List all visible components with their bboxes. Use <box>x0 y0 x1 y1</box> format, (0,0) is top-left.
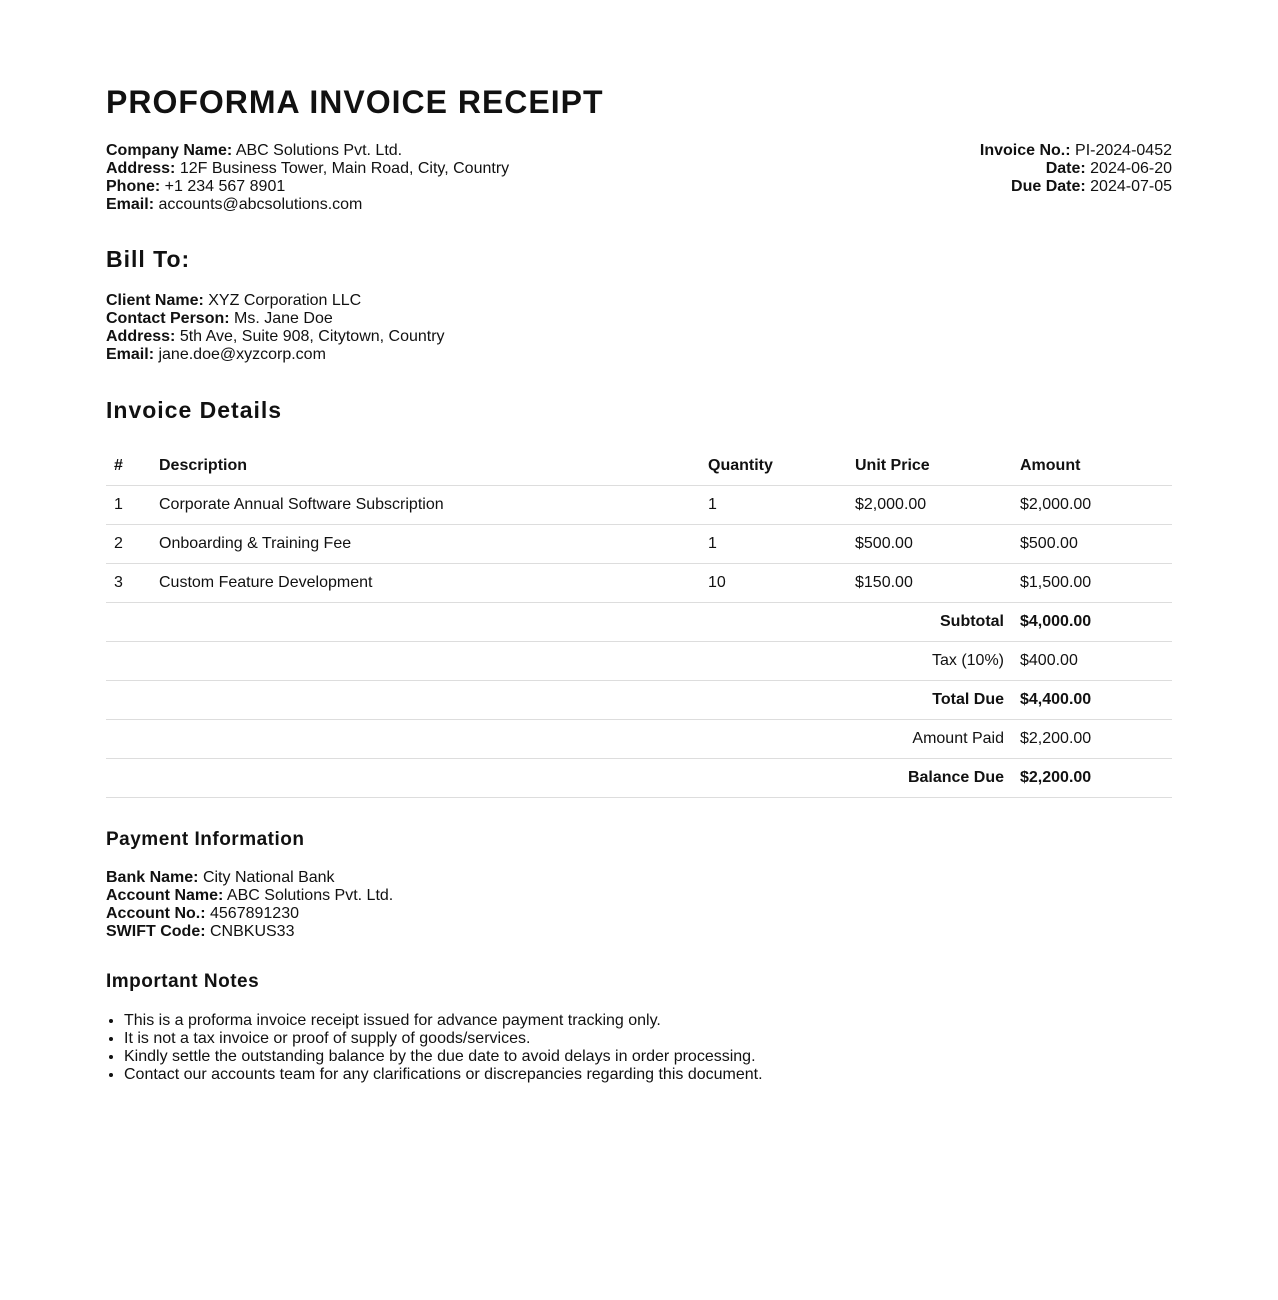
contact-person-line <box>106 310 1172 328</box>
field-value: jane.doe@xyzcorp.com <box>158 346 326 363</box>
field-label: Company Name: <box>106 142 233 159</box>
important-notes-heading: Important Notes <box>106 971 260 992</box>
field-value: CNBKUS33 <box>210 923 295 940</box>
subtotal-row <box>106 603 1172 642</box>
field-label: Bank Name: <box>106 869 199 886</box>
field-label: Contact Person: <box>106 310 230 327</box>
field-label: Client Name: <box>106 292 204 309</box>
item-quantity: 1 <box>700 525 847 564</box>
swift-code-line <box>106 923 1172 941</box>
table-row <box>106 525 1172 564</box>
item-number: 3 <box>106 564 151 603</box>
invoice-date-line <box>980 160 1172 178</box>
company-info <box>106 142 509 214</box>
list-item: • This is a proforma invoice receipt issued for advance payment tracking only. <box>124 1012 1172 1030</box>
field-label: Date: <box>1045 160 1086 177</box>
field-value: 4567891230 <box>210 905 299 922</box>
item-amount: $500.00 <box>1012 525 1172 564</box>
client-address-line <box>106 328 1172 346</box>
table-header-row <box>106 447 1172 486</box>
item-quantity: 10 <box>700 564 847 603</box>
account-name-line <box>106 887 1172 905</box>
document-title: PROFORMA INVOICE RECEIPT <box>106 84 604 120</box>
field-label: Phone: <box>106 178 161 195</box>
field-label: Email: <box>106 196 155 213</box>
field-label: Account No.: <box>106 905 206 922</box>
field-value: 2024-07-05 <box>1090 178 1172 195</box>
field-value: Ms. Jane Doe <box>234 310 333 327</box>
summary-label: Amount Paid <box>106 720 1012 759</box>
field-label: Due Date: <box>1011 178 1086 195</box>
summary-label: Subtotal <box>106 603 1012 642</box>
summary-value: $400.00 <box>1012 642 1172 681</box>
invoice-details-heading: Invoice Details <box>106 397 283 423</box>
due-date-line <box>980 178 1172 196</box>
invoice-page <box>106 0 1172 1084</box>
item-description: Corporate Annual Software Subscription <box>151 486 700 525</box>
item-quantity: 1 <box>700 486 847 525</box>
field-label: Email: <box>106 346 155 363</box>
field-value: accounts@abcsolutions.com <box>158 196 363 213</box>
field-label: Account Name: <box>106 887 224 904</box>
field-value: 5th Ave, Suite 908, Citytown, Country <box>179 328 445 345</box>
bill-to-heading: Bill To: <box>106 246 191 272</box>
list-item: • Contact our accounts team for any clarifications or discrepancies regarding this document. <box>124 1066 1172 1084</box>
field-value: 12F Business Tower, Main Road, City, Country <box>179 160 510 177</box>
tax-row <box>106 642 1172 681</box>
header-info <box>106 142 1172 214</box>
table-row <box>106 486 1172 525</box>
company-address-line <box>106 160 509 178</box>
bank-name-line <box>106 869 1172 887</box>
account-number-line <box>106 905 1172 923</box>
field-value: PI-2024-0452 <box>1075 142 1172 159</box>
field-value: XYZ Corporation LLC <box>208 292 362 309</box>
item-unit-price: $2,000.00 <box>847 486 1012 525</box>
column-header-number: # <box>106 447 151 486</box>
payment-information-heading: Payment Information <box>106 829 305 850</box>
summary-value: $4,000.00 <box>1012 603 1172 642</box>
table-row <box>106 564 1172 603</box>
summary-label: Tax (10%) <box>106 642 1012 681</box>
item-number: 1 <box>106 486 151 525</box>
summary-label: Balance Due <box>106 759 1012 798</box>
list-item: • It is not a tax invoice or proof of supply of goods/services. <box>124 1030 1172 1048</box>
field-value: 2024-06-20 <box>1090 160 1172 177</box>
summary-value: $4,400.00 <box>1012 681 1172 720</box>
item-description: Onboarding & Training Fee <box>151 525 700 564</box>
column-header-unit-price: Unit Price <box>847 447 1012 486</box>
invoice-meta <box>980 142 1172 214</box>
payment-info <box>106 869 1172 941</box>
invoice-number-line <box>980 142 1172 160</box>
field-value: ABC Solutions Pvt. Ltd. <box>226 887 394 904</box>
bill-to-info <box>106 292 1172 364</box>
item-unit-price: $500.00 <box>847 525 1012 564</box>
summary-value: $2,200.00 <box>1012 759 1172 798</box>
item-number: 2 <box>106 525 151 564</box>
balance-due-row <box>106 759 1172 798</box>
company-phone-line <box>106 178 509 196</box>
summary-label: Total Due <box>106 681 1012 720</box>
column-header-description: Description <box>151 447 700 486</box>
company-email-line <box>106 196 509 214</box>
column-header-quantity: Quantity <box>700 447 847 486</box>
field-label: SWIFT Code: <box>106 923 206 940</box>
field-label: Address: <box>106 160 176 177</box>
field-label: Address: <box>106 328 176 345</box>
client-email-line <box>106 346 1172 364</box>
list-item: • Kindly settle the outstanding balance by the due date to avoid delays in order processing. <box>124 1048 1172 1066</box>
column-header-amount: Amount <box>1012 447 1172 486</box>
amount-paid-row <box>106 720 1172 759</box>
item-amount: $1,500.00 <box>1012 564 1172 603</box>
notes-list <box>106 1012 1172 1084</box>
total-due-row <box>106 681 1172 720</box>
field-value: City National Bank <box>202 869 335 886</box>
client-name-line <box>106 292 1172 310</box>
field-value: ABC Solutions Pvt. Ltd. <box>235 142 403 159</box>
item-description: Custom Feature Development <box>151 564 700 603</box>
field-label: Invoice No.: <box>979 142 1071 159</box>
company-name-line <box>106 142 509 160</box>
summary-value: $2,200.00 <box>1012 720 1172 759</box>
item-unit-price: $150.00 <box>847 564 1012 603</box>
field-value: +1 234 567 8901 <box>164 178 286 195</box>
invoice-items-table <box>106 447 1172 798</box>
item-amount: $2,000.00 <box>1012 486 1172 525</box>
